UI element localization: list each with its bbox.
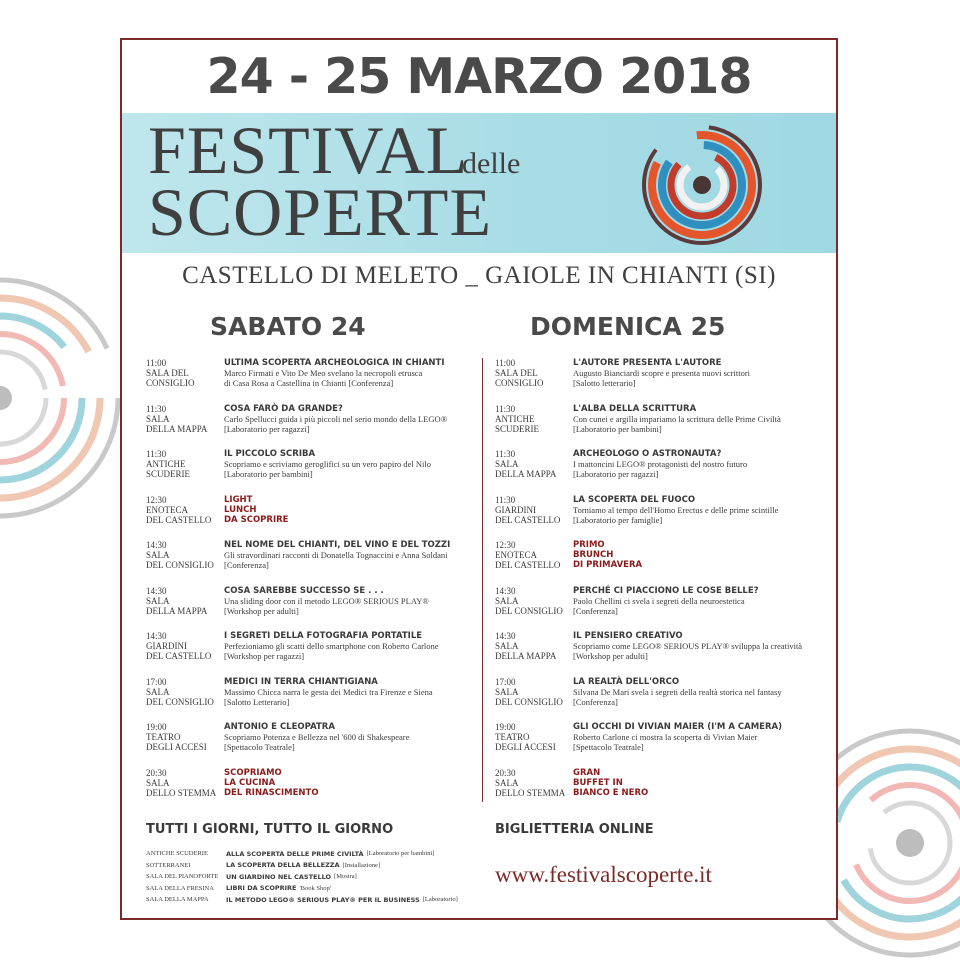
event-title: MEDICI IN TERRA CHIANTIGIANA [224, 676, 378, 687]
event-item: 11:30 ANTICHE SCUDERIE L'ALBA DELLA SCRITTURA Con cunei e argilla impariamo la scrittura delle Prime Civiltà [Laboratorio per bambini] [495, 404, 825, 450]
list-item: SALA DELLA MAPPA IL METODO LEGO® SERIOUS PLAY® PER IL BUSINESS [Laboratorio] [146, 895, 458, 904]
event-item: 14:30 SALA DELLA MAPPA COSA SAREBBE SUCCESSO SE . . . Una sliding door con il metodo LEGO® SERIOUS PLAY® [Workshop per adulti] [146, 586, 476, 632]
event-place: 20:30 SALA DELLO STEMMA [146, 767, 217, 798]
event-item-meal: 20:30 SALA DELLO STEMMA SCOPRIAMO LA CUCINA DEL RINASCIMENTO [146, 768, 476, 814]
event-title: I SEGRETI DELLA FOTOGRAFIA PORTATILE [224, 631, 423, 641]
event-title: SCOPRIAMO [224, 767, 282, 778]
event-title: COSA SAREBBE SUCCESSO SE . . . [224, 585, 384, 596]
festival-dates: 24 - 25 MARZO 2018 [206, 48, 752, 105]
event-place: 11:00 SALA DEL CONSIGLIO [495, 358, 544, 388]
saturday-schedule [146, 358, 476, 813]
event-place: 17:00 SALA DEL CONSIGLIO [495, 676, 563, 707]
event-place: 12:30 ENOTECA DEL CASTELLO [495, 540, 561, 570]
event-item: 14:30 SALA DEL CONSIGLIO PERCHÉ CI PIACCIONO LE COSE BELLE? Paolo Chellini ci svela i segreti della neuroestetica [Conferenza] [495, 586, 825, 632]
event-item: 17:00 SALA DEL CONSIGLIO MEDICI IN TERRA CHIANTIGIANA Massimo Chicca narra le gesta dei Medici tra Firenze e Siena [Salotto Letterario] [146, 677, 476, 723]
event-place: 20:30 SALA DELLO STEMMA [495, 767, 566, 798]
event-item-meal: 20:30 SALA DELLO STEMMA GRAN BUFFET IN BIANCO E NERO [495, 768, 825, 814]
event-item: 11:30 SALA DELLA MAPPA ARCHEOLOGO O ASTRONAUTA? I mattoncini LEGO® protagonisti del nostro futuro [Laboratorio per ragazzi] [495, 449, 825, 495]
event-title: ANTONIO E CLEOPATRA [224, 722, 335, 732]
event-item: 19:00 TEATRO DEGLI ACCESI GLI OCCHI DI VIVIAN MAIER (I'M A CAMERA) Roberto Carlone ci mostra la scoperta di Vivian Maier [Spettacolo Teatrale] [495, 722, 825, 768]
event-title: COSA FARÒ DA GRANDE? [224, 403, 343, 414]
event-place: 12:30 ENOTECA DEL CASTELLO [146, 494, 212, 525]
event-item: 14:30 SALA DELLA MAPPA IL PENSIERO CREATIVO Scopriamo come LEGO® SERIOUS PLAY® sviluppa la creatività [Workshop per adulti] [495, 631, 825, 677]
event-place: 11:30 SALA DELLA MAPPA [146, 403, 208, 434]
event-title: GRAN [573, 767, 601, 778]
decorative-swirl-left-icon [0, 270, 130, 530]
event-item-meal: 12:30 ENOTECA DEL CASTELLO PRIMO BRUNCH DI PRIMAVERA [495, 540, 825, 586]
list-item: ANTICHE SCUDERIE ALLA SCOPERTA DELLE PRIME CIVILTÀ [Laboratorio per bambini] [146, 849, 435, 858]
event-title: PRIMO [573, 540, 605, 550]
event-item: 17:00 SALA DEL CONSIGLIO LA REALTÀ DELL'ORCO Silvana De Mari svela i segreti della realtà storica nel fantasy [Conferenza] [495, 677, 825, 723]
event-title: LA SCOPERTA DEL FUOCO [573, 494, 696, 505]
festival-logo-icon [637, 120, 767, 250]
website-link[interactable]: www.festivalscoperte.it [495, 862, 712, 887]
event-place: 11:30 ANTICHE SCUDERIE [146, 449, 191, 479]
event-place: 14:30 GIARDINI DEL CASTELLO [146, 631, 212, 661]
all-days-title: TUTTI I GIORNI, TUTTO IL GIORNO [146, 822, 394, 837]
event-item: 11:00 SALA DEL CONSIGLIO ULTIMA SCOPERTA ARCHEOLOGICA IN CHIANTI Marco Firmati e Vito De Meo svelano la necropoli etrusca di Casa Rosa a Castellina in Chianti [Conferenza] [146, 358, 476, 404]
event-item: 11:00 SALA DEL CONSIGLIO L'AUTORE PRESENTA L'AUTORE Augusto Bianciardi scopre e presenta nuovi scrittori [Salotto letterario] [495, 358, 825, 404]
sunday-schedule [495, 358, 825, 813]
festival-poster [120, 38, 838, 920]
sunday-title: DOMENICA 25 [530, 312, 726, 341]
event-item: 19:00 TEATRO DEGLI ACCESI ANTONIO E CLEOPATRA Scopriamo Potenza e Bellezza nel '600 di Shakespeare [Spettacolo Teatrale] [146, 722, 476, 768]
festival-title-line2: SCOPERTE [148, 174, 492, 250]
event-item: 11:30 ANTICHE SCUDERIE IL PICCOLO SCRIBA Scopriamo e scriviamo geroglifici su un vero papiro del Nilo [Laboratorio per bambini] [146, 449, 476, 495]
event-place: 14:30 SALA DELLA MAPPA [495, 631, 557, 661]
festival-location: CASTELLO DI MELETO _ GAIOLE IN CHIANTI (SI) [182, 262, 776, 289]
event-item-meal: 12:30 ENOTECA DEL CASTELLO LIGHT LUNCH DA SCOPRIRE [146, 495, 476, 541]
event-place: 11:30 ANTICHE SCUDERIE [495, 403, 540, 434]
event-title: L'AUTORE PRESENTA L'AUTORE [573, 358, 722, 368]
event-place: 19:00 TEATRO DEGLI ACCESI [495, 722, 556, 752]
event-place: 14:30 SALA DELLA MAPPA [146, 585, 208, 616]
column-divider [482, 358, 483, 802]
event-place: 14:30 SALA DEL CONSIGLIO [495, 585, 563, 616]
event-place: 11:00 SALA DEL CONSIGLIO [146, 358, 195, 388]
event-item: 11:30 GIARDINI DEL CASTELLO LA SCOPERTA DEL FUOCO Torniamo al tempo dell'Homo Erectus e delle prime scintille [Laboratorio per famiglie] [495, 495, 825, 541]
event-title: LA REALTÀ DELL'ORCO [573, 676, 680, 687]
event-title: NEL NOME DEL CHIANTI, DEL VINO E DEL TOZZI [224, 540, 451, 550]
festival-title-line1: FESTIVAL [148, 112, 469, 188]
permanent-events-list [146, 848, 476, 906]
event-item: 14:30 SALA DEL CONSIGLIO NEL NOME DEL CHIANTI, DEL VINO E DEL TOZZI Gli stravordinari racconti di Donatella Tognaccini e Anna Soldani [Conferenza] [146, 540, 476, 586]
list-item: SALA DEL PIANOFORTE UN GIARDINO NEL CASTELLO [Mostra] [146, 872, 357, 881]
event-title: L'ALBA DELLA SCRITTURA [573, 403, 697, 414]
event-title: ARCHEOLOGO O ASTRONAUTA? [573, 449, 722, 459]
event-item: 11:30 SALA DELLA MAPPA COSA FARÒ DA GRANDE? Carlo Spellucci guida i più piccoli nel serio mondo della LEGO® [Laboratorio per ragazzi] [146, 404, 476, 450]
event-place: 11:30 SALA DELLA MAPPA [495, 449, 557, 479]
list-item: SALA DELLA FRESINA LIBRI DA SCOPRIRE 'Book Shop' [146, 884, 331, 893]
saturday-title: SABATO 24 [210, 312, 366, 341]
list-item: SOTTERRANEI LA SCOPERTA DELLA BELLEZZA [Installazione] [146, 861, 381, 870]
event-title: IL PENSIERO CREATIVO [573, 631, 683, 641]
event-title: GLI OCCHI DI VIVIAN MAIER (I'M A CAMERA) [573, 722, 782, 732]
event-title: PERCHÉ CI PIACCIONO LE COSE BELLE? [573, 585, 759, 596]
event-place: 17:00 SALA DEL CONSIGLIO [146, 676, 214, 707]
event-title: LIGHT [224, 494, 253, 505]
ticket-office-title: BIGLIETTERIA ONLINE [495, 822, 654, 837]
event-title: ULTIMA SCOPERTA ARCHEOLOGICA IN CHIANTI [224, 358, 445, 368]
event-place: 11:30 GIARDINI DEL CASTELLO [495, 494, 561, 525]
festival-title-delle: delle [462, 147, 521, 180]
event-item: 14:30 GIARDINI DEL CASTELLO I SEGRETI DELLA FOTOGRAFIA PORTATILE Perfezioniamo gli scatti dello smartphone con Roberto Carlone [Workshop per ragazzi] [146, 631, 476, 677]
event-title: IL PICCOLO SCRIBA [224, 449, 316, 459]
event-place: 19:00 TEATRO DEGLI ACCESI [146, 722, 207, 752]
event-place: 14:30 SALA DEL CONSIGLIO [146, 540, 214, 570]
